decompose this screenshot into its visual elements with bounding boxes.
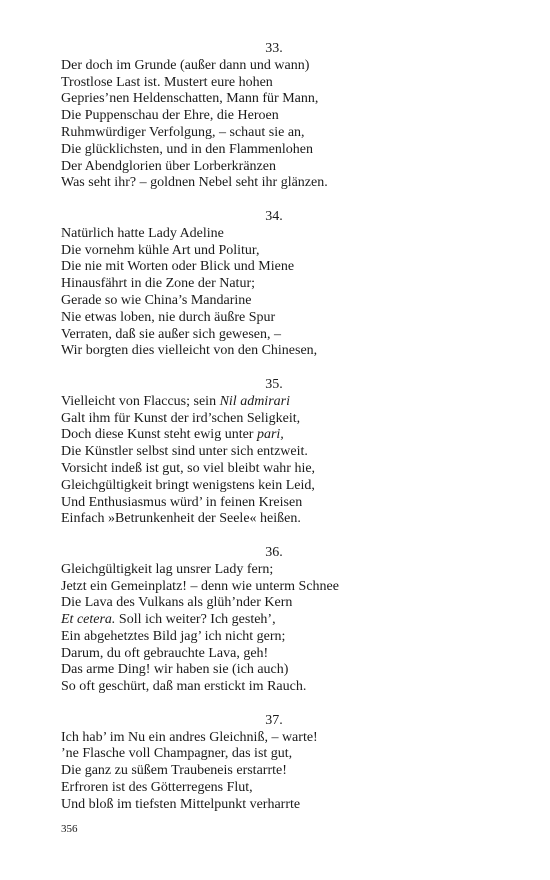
verse-line [61, 444, 481, 461]
stanza-number: 37. [265, 712, 283, 728]
page-number: 356 [61, 823, 78, 835]
verse-text: Gerade so wie China’s Mandarine [61, 292, 252, 308]
stanza-number: 34. [265, 208, 283, 224]
verse-line [61, 125, 481, 142]
verse-line [61, 562, 481, 579]
verse-text: Die glücklichsten, und in den Flammenlohen [61, 141, 313, 157]
verse-text: Nie etwas loben, nie durch äußre Spur [61, 309, 276, 325]
verse-text: Doch diese Kunst steht ewig unter [61, 427, 257, 443]
verse-text: Vorsicht indeß ist gut, so viel bleibt wahr hie, [61, 460, 316, 476]
poem-page [61, 41, 481, 830]
stanza [61, 41, 481, 192]
verse-text: Die vornehm kühle Art und Politur, [61, 242, 260, 258]
verse-text: Die Lava des Vulkans als glüh’nder Kern [61, 595, 293, 611]
verse-text: Gleichgültigkeit lag unsrer Lady fern; [61, 561, 274, 577]
verse-text: Erfroren ist des Götterregens Flut, [61, 780, 253, 796]
verse-line [61, 797, 481, 814]
verse-line [61, 461, 481, 478]
verse-line [61, 646, 481, 663]
verse-line [61, 579, 481, 596]
verse-line [61, 662, 481, 679]
verse-italic-text: Et cetera. [61, 612, 116, 628]
verse-text: Gleichgültigkeit bringt wenigstens kein Leid, [61, 477, 315, 493]
verse-text: Der Abendglorien über Lorberkränzen [61, 158, 276, 174]
verse-text: Ein abgehetztes Bild jag’ ich nicht gern; [61, 628, 286, 644]
verse-line [61, 478, 481, 495]
verse-text: Jetzt ein Gemeinplatz! – denn wie unterm Schnee [61, 578, 339, 594]
verse-text: Und bloß im tiefsten Mittelpunkt verharrte [61, 796, 301, 812]
verse-text: Die Künstler selbst sind unter sich entzweit. [61, 444, 308, 460]
verse-text: So oft geschürt, daß man erstickt im Rauch. [61, 679, 307, 695]
verse-line [61, 259, 481, 276]
verse-line [61, 159, 481, 176]
stanza [61, 713, 481, 814]
verse-line [61, 495, 481, 512]
verse-text: ’ne Flasche voll Champagner, das ist gut, [61, 746, 293, 762]
verse-line [61, 91, 481, 108]
stanza [61, 545, 481, 696]
verse-text: Gepries’nen Heldenschatten, Mann für Mann, [61, 91, 319, 107]
stanza-number: 33. [265, 41, 283, 56]
verse-text: Und Enthusiasmus würd’ in feinen Kreisen [61, 494, 303, 510]
stanza-number: 36. [265, 544, 283, 560]
verse-line [61, 780, 481, 797]
verse-line [61, 276, 481, 293]
verse-line [61, 108, 481, 125]
verse-line [61, 629, 481, 646]
verse-text: Hinausfährt in die Zone der Natur; [61, 276, 255, 292]
verse-text: Soll ich weiter? Ich gesteh’, [115, 612, 276, 628]
verse-text: Die Puppenschau der Ehre, die Heroen [61, 108, 279, 124]
verse-line [61, 175, 481, 192]
verse-line [61, 411, 481, 428]
verse-line [61, 343, 481, 360]
verse-text: Galt ihm für Kunst der ird’schen Seligkeit, [61, 410, 301, 426]
verse-line [61, 679, 481, 696]
stanza [61, 377, 481, 528]
verse-text: Vielleicht von Flaccus; sein [61, 393, 220, 409]
verse-line [61, 243, 481, 260]
verse-italic-text: pari, [256, 427, 284, 443]
verse-line [61, 75, 481, 92]
verse-text: Wir borgten dies vielleicht von den Chinesen, [61, 343, 318, 359]
verse-line [61, 730, 481, 747]
verse-line [61, 310, 481, 327]
verse-text: Die nie mit Worten oder Blick und Miene [61, 259, 295, 275]
verse-text: Darum, du oft gebrauchte Lava, geh! [61, 645, 269, 661]
verse-line [61, 511, 481, 528]
verse-text: Was seht ihr? – goldnen Nebel seht ihr glänzen. [61, 175, 328, 191]
stanza-number: 35. [265, 376, 283, 392]
verse-line [61, 394, 481, 411]
verse-text: Einfach »Betrunkenheit der Seele« heißen. [61, 511, 301, 527]
stanza [61, 209, 481, 360]
verse-text: Der doch im Grunde (außer dann und wann) [61, 57, 310, 73]
verse-text: Ruhmwürdiger Verfolgung, – schaut sie an, [61, 124, 305, 140]
verse-text: Die ganz zu süßem Traubeneis erstarrte! [61, 763, 287, 779]
verse-line [61, 763, 481, 780]
verse-line [61, 746, 481, 763]
verse-text: Ich hab’ im Nu ein andres Gleichniß, – warte! [61, 729, 318, 745]
verse-text: Verraten, daß sie außer sich gewesen, – [61, 326, 282, 342]
verse-line [61, 595, 481, 612]
verse-italic-text: Nil admirari [219, 393, 290, 409]
verse-line [61, 612, 481, 629]
verse-line [61, 427, 481, 444]
verse-line [61, 226, 481, 243]
verse-line [61, 142, 481, 159]
verse-text: Das arme Ding! wir haben sie (ich auch) [61, 662, 289, 678]
verse-line [61, 327, 481, 344]
verse-text: Natürlich hatte Lady Adeline [61, 225, 224, 241]
verse-line [61, 293, 481, 310]
verse-line [61, 58, 481, 75]
verse-text: Trostlose Last ist. Mustert eure hohen [61, 74, 273, 90]
